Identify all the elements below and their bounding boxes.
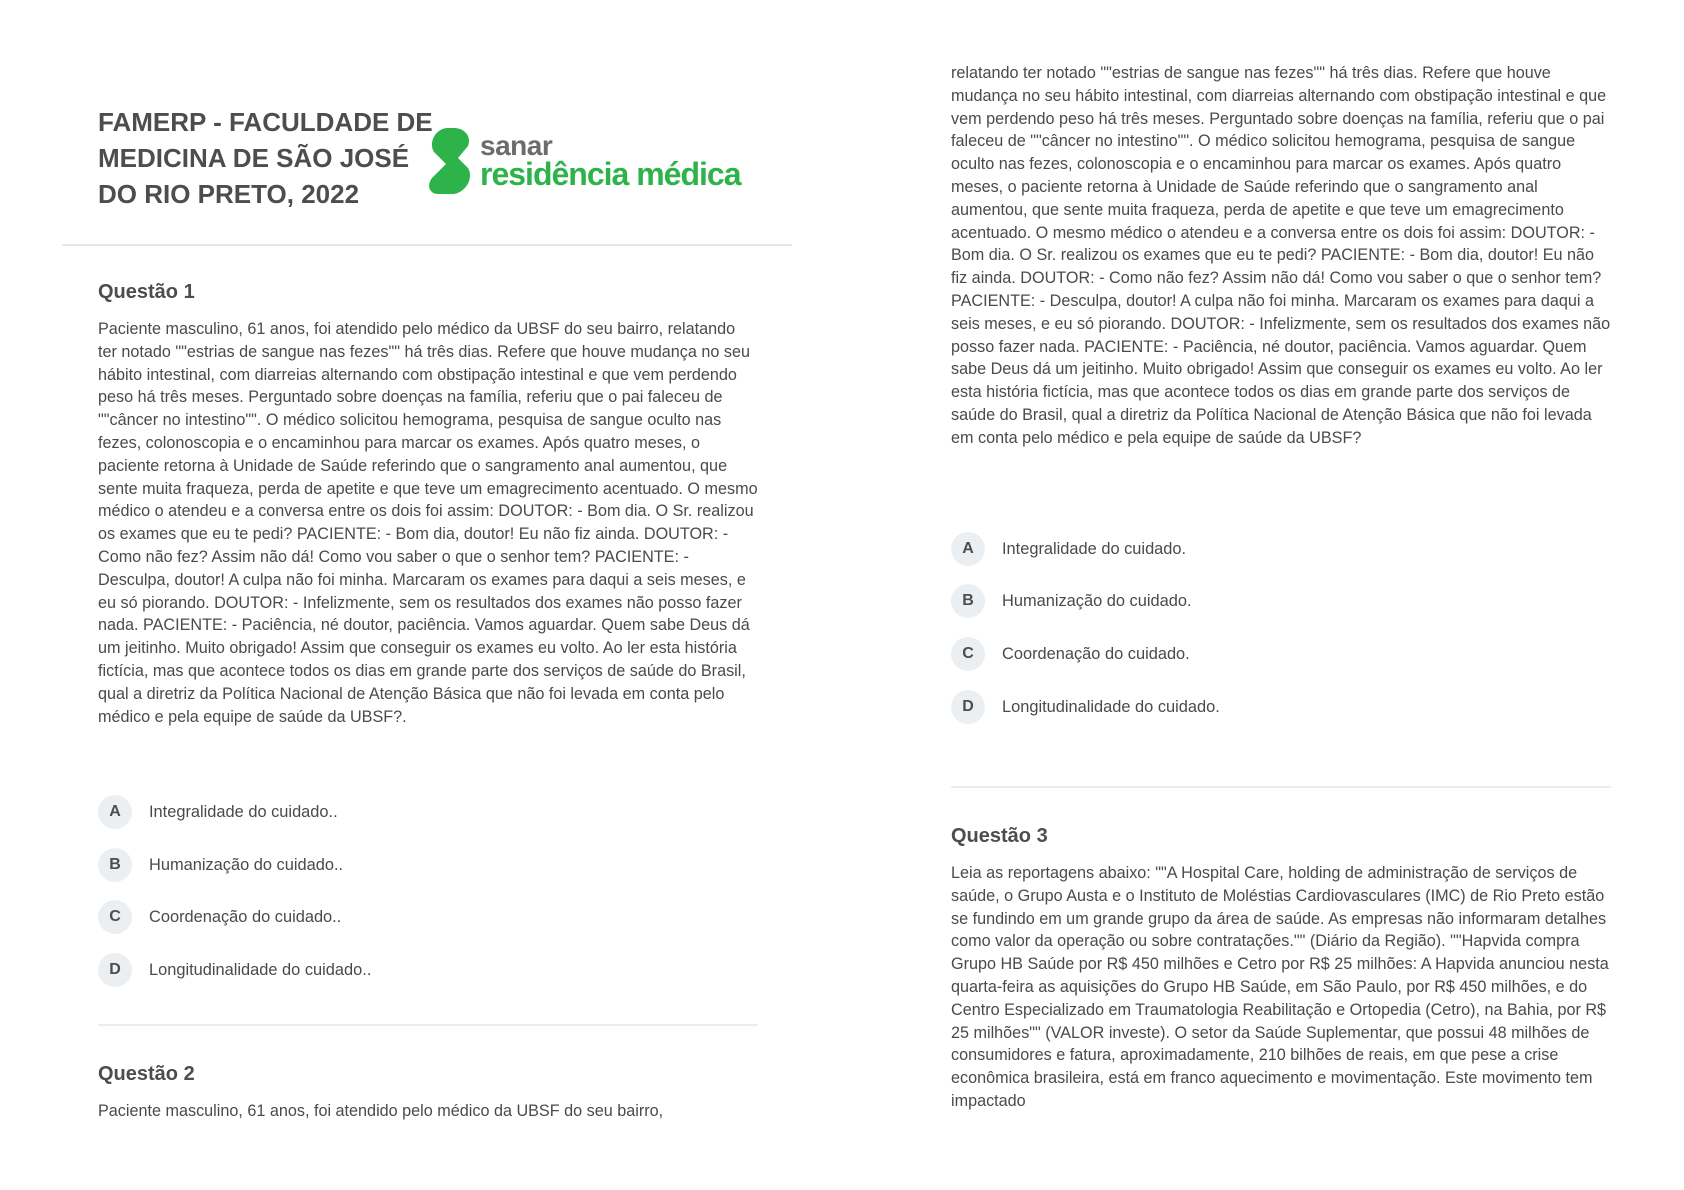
question-divider xyxy=(951,786,1611,788)
q1-option-c[interactable] xyxy=(98,899,341,935)
option-letter: B xyxy=(951,584,985,618)
option-text: Humanização do cuidado. xyxy=(1002,591,1192,610)
question-3-text: Leia as reportagens abaixo: ""A Hospital Care, holding de administração de serviços de saúde, o Grupo Austa e o Instituto de Moléstias Cardiovasculares (IMC) de Rio Preto estão se fundindo em um grande grupo da área de saúde. As empresas não informaram detalhes como valor da operação ou sobre contratações."" (Diário da Região). ""Hapvida compra Grupo HB Saúde por R$ 450 milhões e Cetro por R$ 25 milhões: A Hapvida anunciou nesta quarta-feira as aquisições do Grupo HB Saúde, em São Paulo, por R$ 450 milhões, e do Centro Especializado em Traumatologia Reabilitação e Ortopedia (Cetro), na Bahia, por R$ 25 milhões"" (VALOR investe). O setor da Saúde Suplementar, que possui 48 milhões de consumidores e fatura, aproximadamente, 210 bilhões de reais, em que pese a crise econômica brasileira, está em franco aquecimento e movimentação. Este movimento tem impactado xyxy=(951,864,1609,1110)
page-header xyxy=(98,104,798,214)
logo-text-bottom: residência médica xyxy=(480,156,741,192)
option-letter: D xyxy=(951,690,985,724)
option-text: Longitudinalidade do cuidado. xyxy=(1002,697,1220,716)
option-text: Longitudinalidade do cuidado.. xyxy=(149,960,372,979)
q1-option-d[interactable] xyxy=(98,952,371,988)
question-3-title: Questão 3 xyxy=(951,825,1048,847)
q2-option-c[interactable] xyxy=(951,636,1190,672)
question-1-title: Questão 1 xyxy=(98,281,195,303)
option-text: Integralidade do cuidado.. xyxy=(149,802,338,821)
question-2-text-continued: relatando ter notado ""estrias de sangue nas fezes"" há três dias. Refere que houve mudança no seu hábito intestinal, com diarreias alternando com obstipação intestinal e que vem perdendo peso há três meses. Perguntado sobre doenças na família, referiu que o pai faleceu de ""câncer no intestino"". O médico solicitou hemograma, pesquisa de sangue oculto nas fezes, colonoscopia e o encaminhou para marcar os exames. Após quatro meses, o paciente retorna à Unidade de Saúde referindo que o sangramento anal aumentou, que sente muita fraqueza, perda de apetite e que teve um emagrecimento acentuado. O mesmo médico o atendeu e a conversa entre os dois foi assim: DOUTOR: - Bom dia. O Sr. realizou os exames que eu te pedi? PACIENTE: - Bom dia, doutor! Eu não fiz ainda. DOUTOR: - Como não fez? Assim não dá! Como vou saber o que o senhor tem? PACIENTE: - Desculpa, doutor! A culpa não foi minha. Marcaram os exames para daqui a seis meses, e eu só piorando. DOUTOR: - Infelizmente, sem os resultados dos exames não posso fazer nada. PACIENTE: - Paciência, né doutor, paciência. Vamos aguardar. Quem sabe Deus dá um jeitinho. Muito obrigado! Assim que conseguir os exames eu volto. Ao ler esta história fictícia, mas que acontece todos os dias em grande parte dos serviços de saúde do Brasil, qual a diretriz da Política Nacional de Atenção Básica que não foi levada em conta pelo médico e pela equipe de saúde da UBSF? xyxy=(951,64,1611,447)
header-divider xyxy=(62,244,792,246)
q2-option-a[interactable] xyxy=(951,531,1186,567)
option-text: Coordenação do cuidado. xyxy=(1002,644,1190,663)
option-letter: A xyxy=(951,532,985,566)
option-text: Humanização do cuidado.. xyxy=(149,855,344,874)
q2-option-d[interactable] xyxy=(951,689,1220,725)
option-letter: C xyxy=(951,637,985,671)
school-title: FAMERP - FACULDADE DE MEDICINA DE SÃO JOSÉ DO RIO PRETO, 2022 xyxy=(98,107,433,209)
q2-option-b[interactable] xyxy=(951,583,1192,619)
option-text: Coordenação do cuidado.. xyxy=(149,907,342,926)
logo-text-top: sanar xyxy=(480,130,553,161)
option-letter: B xyxy=(98,848,132,882)
question-2-text-start: Paciente masculino, 61 anos, foi atendido pelo médico da UBSF do seu bairro, xyxy=(98,1102,664,1120)
option-letter: C xyxy=(98,900,132,934)
q1-option-b[interactable] xyxy=(98,847,343,883)
sanar-logo xyxy=(424,124,764,204)
option-letter: D xyxy=(98,953,132,987)
sanar-logo-icon xyxy=(424,124,478,198)
option-text: Integralidade do cuidado. xyxy=(1002,539,1187,558)
q1-option-a[interactable] xyxy=(98,794,338,830)
question-2-title: Questão 2 xyxy=(98,1063,195,1085)
option-letter: A xyxy=(98,795,132,829)
question-divider xyxy=(98,1024,758,1026)
question-1-text: Paciente masculino, 61 anos, foi atendido pelo médico da UBSF do seu bairro, relatando ter notado ""estrias de sangue nas fezes"" há três dias. Refere que houve mudança no seu hábito intestinal, com diarreias alternando com obstipação intestinal e que vem perdendo peso há três meses. Perguntado sobre doenças na família, referiu que o pai faleceu de ""câncer no intestino"". O médico solicitou hemograma, pesquisa de sangue oculto nas fezes, colonoscopia e o encaminhou para marcar os exames. Após quatro meses, o paciente retorna à Unidade de Saúde referindo que o sangramento anal aumentou, que sente muita fraqueza, perda de apetite e que teve um emagrecimento acentuado. O mesmo médico o atendeu e a conversa entre os dois foi assim: DOUTOR: - Bom dia. O Sr. realizou os exames que eu te pedi? PACIENTE: - Bom dia, doutor! Eu não fiz ainda. DOUTOR: - Como não fez? Assim não dá! Como vou saber o que o senhor tem? PACIENTE: - Desculpa, doutor! A culpa não foi minha. Marcaram os exames para daqui a seis meses, e eu só piorando. DOUTOR: - Infelizmente, sem os resultados dos exames não posso fazer nada. PACIENTE: - Paciência, né doutor, paciência. Vamos aguardar. Quem sabe Deus dá um jeitinho. Muito obrigado! Assim que conseguir os exames eu volto. Ao ler esta história fictícia, mas que acontece todos os dias em grande parte dos serviços de saúde do Brasil, qual a diretriz da Política Nacional de Atenção Básica que não foi levada em conta pelo médico e pela equipe de saúde da UBSF?. xyxy=(98,320,758,726)
